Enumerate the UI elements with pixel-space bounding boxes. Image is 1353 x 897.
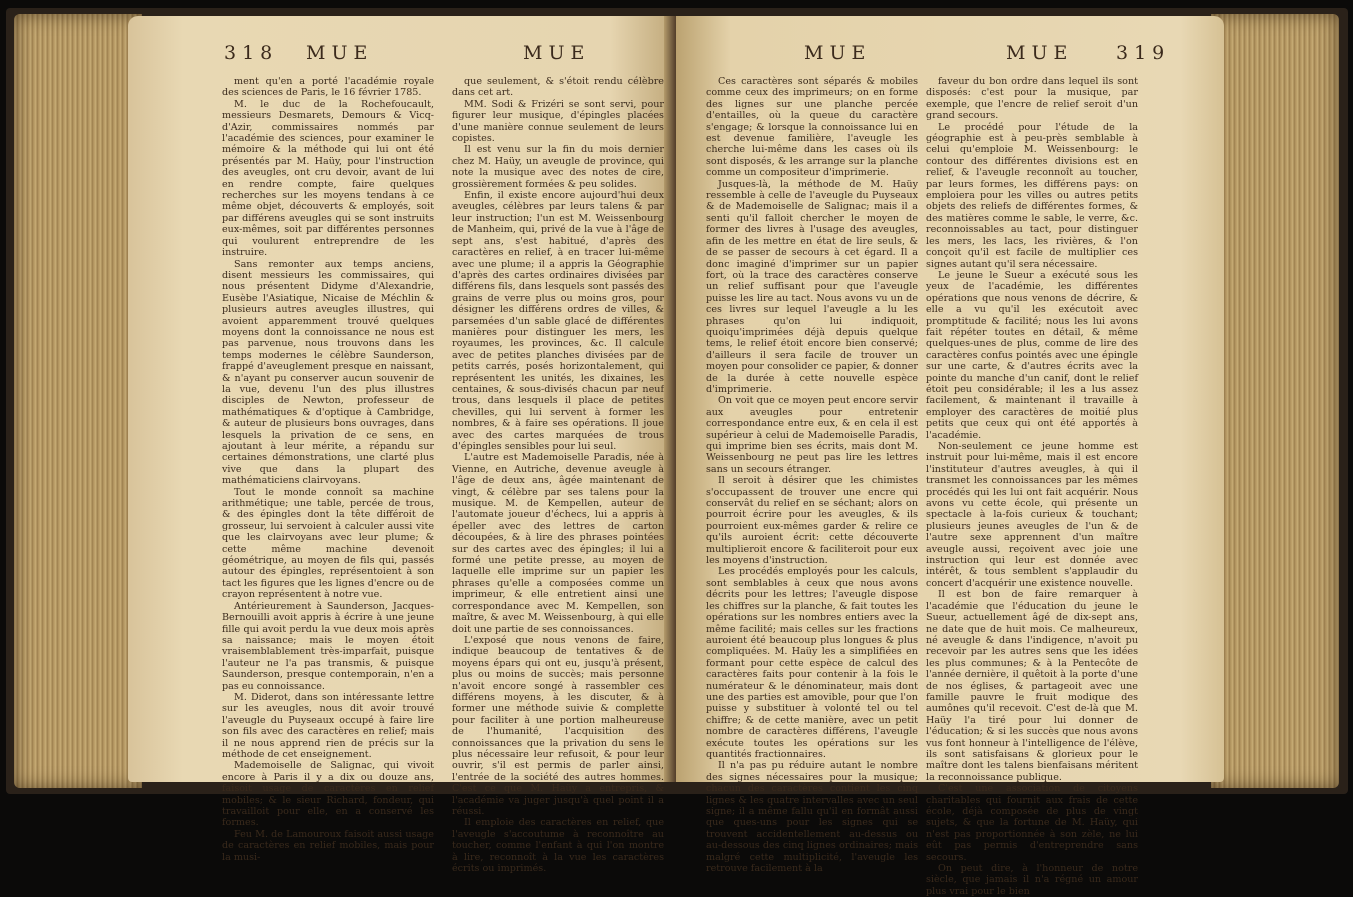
paragraph: faveur du bon ordre dans lequel ils sont disposés: c'est pour la musique, par exemple, que l'encre de relief seroit d'un grand secours. (926, 76, 1138, 122)
paragraph: Antérieurement à Saunderson, Jacques-Bernouilli avoit appris à écrire à une jeune fille qui avoit perdu la vue deux mois après sa naissance; mais le moyen étoit vraisemblablement très-imparfait, puisque l'auteur ne l'a pas transmis, & puisque Saunderson, presque contemporain, n'en a pas eu connoissance. (222, 600, 434, 692)
paragraph: Il seroit à désirer que les chimistes s'occupassent de trouver une encre qui conservât du relief en se séchant; alors on pourroit écrire pour les aveugles, & ils pourroient eux-mêmes garder & relire ce qu'ils auroient écrit: cette découverte multiplieroit encore & faciliteroit pour eux les moyens d'instruction. (706, 475, 918, 567)
left-column-1 (222, 76, 434, 863)
paragraph: L'exposé que nous venons de faire, indique beaucoup de tentatives & de moyens épars qui ont eu, jusqu'à présent, plus ou moins de succès; mais personne n'avoit encore songé à rassembler ces différens moyens, à les discuter, & à former une méthode suivie & complette pour faciliter à une portion malheureuse de l'humanité, l'acquisition des connoissances que la privation du sens le plus nécessaire leur refusoit, & pour leur ouvrir, s'il est permis de parler ainsi, l'entrée de la société des autres hommes. C'est ce que M. Haüy a entrepris, & l'académie va juger jusqu'à quel point il a réussi. (452, 634, 664, 817)
right-header-word-2: MUE (1006, 42, 1074, 64)
paragraph: Il est bon de faire remarquer à l'académie que l'éducation du jeune le Sueur, actuellement âgé de dix-sept ans, ne date que de huit mois. Ce malheureux, né aveugle & dans l'indigence, n'avoit pu recevoir par les autres sens que les idées les plus communes; & à la Pentecôte de l'année dernière, il quêtoit à la porte d'une de nos églises, & partageoit avec une famille pauvre le fruit modique des aumônes qu'il recevoit. C'est de-là que M. Haüy l'a tiré pour lui donner de l'éducation; & si les succès que nous avons vus font honneur à l'intelligence de l'élève, ils sont satisfaisans & glorieux pour le maître dont les talens bienfaisans méritent la reconnoissance publique. (926, 589, 1138, 783)
paragraph: MM. Sodi & Frizéri se sont servi, pour figurer leur musique, d'épingles placées d'une manière connue seulement de leurs copistes. (452, 98, 664, 145)
paragraph: On peut dire, à l'honneur de notre siècle, que jamais il n'a régné un amour plus vrai pour le bien (926, 863, 1138, 897)
left-page-number: 318 (224, 42, 279, 64)
paragraph: Il n'a pas pu réduire autant le nombre des signes nécessaires pour la musique; chacun des caractères contient les cinq lignes & les quatre intervalles avec un seul signe; il a même fallu qu'il en formât aussi que ques-uns pour les signes qui se trouvent accidentellement au-dessus ou au-dessous des cinq lignes ordinaires; mais malgré cette multiplicité, l'aveugle les retrouve facilement à la (706, 760, 918, 875)
right-column-2 (926, 76, 1138, 897)
paragraph: Non-seulement ce jeune homme est instruit pour lui-même, mais il est encore l'instituteur d'autres aveugles, à qui il transmet les connoissances par les mêmes procédés qui les lui ont fait acquérir. Nous avons vu cette école, qui présente un spectacle à la-fois curieux & touchant; plusieurs jeunes aveugles de l'un & de l'autre sexe apprennent d'un maître aveugle aussi, reçoivent avec joie une instruction qui leur est donnée avec intérêt, & tous semblent s'applaudir du concert d'acquérir une existence nouvelle. (926, 441, 1138, 589)
left-page-edges (14, 14, 142, 788)
left-running-head (128, 42, 676, 66)
paragraph: On voit que ce moyen peut encore servir aux aveugles pour entretenir correspondance entre eux, & en cela il est supérieur à celui de Mademoiselle Paradis, qui imprime bien ses écrits, mais dont M. Weissenbourg ne peut pas lire les lettres sans un secours étranger. (706, 395, 918, 475)
paragraph: L'autre est Mademoiselle Paradis, née à Vienne, en Autriche, devenue aveugle à l'âge de deux ans, âgée maintenant de vingt, & célèbre par ses talens pour la musique. M. de Kempellen, auteur de l'automate joueur d'échecs, lui a appris à épeller avec des lettres de carton découpées, & à lire des phrases pointées sur des cartes avec des épingles; il lui a formé une petite presse, au moyen de laquelle elle imprime sur un papier les phrases qu'elle a composées comme un imprimeur, & elle entretient ainsi une correspondance avec M. Kempellen, son maître, & avec M. Weissenbourg, à qui elle doit une partie de ses connoissances. (452, 452, 664, 635)
left-page (128, 16, 676, 875)
paragraph: Les procédés employés pour les calculs, sont semblables à ceux que nous avons décrits pour les lettres; l'aveugle dispose les chiffres sur la planche, & fait toutes les opérations sur les nombres entiers avec la même facilité; mais celles sur les fractions auroient été beaucoup plus longues & plus compliquées. M. Haüy les a simplifiées en formant pour cette espèce de calcul des caractères faits pour contenir à la fois le numérateur & le dénominateur, mais dont une des parties est amovible, pour que l'on puisse y substituer à volonté tel ou tel chiffre; & de cette manière, avec un petit nombre de caractères différens, l'aveugle exécute toutes les opérations sur les quantités fractionnaires. (706, 566, 918, 760)
paragraph: C'est une association de citoyens charitables qui fournit aux frais de cette école, déjà composée de plus de vingt sujets, & que la fortune de M. Haüy, qui n'est pas proportionnée à son zèle, ne lui eût pas permis d'entreprendre sans secours. (926, 783, 1138, 863)
paragraph: M. le duc de la Rochefoucault, messieurs Desmarets, Demours & Vicq-d'Azir, commissaires nommés par l'académie des sciences, pour examiner le mémoire & la méthode qui lui ont été présentés par M. Haüy, pour l'instruction des aveugles, ont cru devoir, avant de lui en rendre compte, faire quelques recherches sur les moyens tendans à ce même objet, découverts & employés, soit par différens aveugles qui se sont instruits eux-mêmes, soit par différentes personnes qui voulurent entreprendre de les instruire. (222, 98, 434, 259)
right-page-number: 319 (1116, 42, 1171, 64)
right-page (676, 16, 1224, 897)
paragraph: Jusques-là, la méthode de M. Haüy ressemble à celle de l'aveugle du Puyseaux & de Mademoiselle de Salignac; mais il a senti qu'il falloit chercher le moyen de former des livres à l'usage des aveugles, afin de les mettre en état de lire seuls, & de se passer de secours à cet égard. Il a donc imaginé d'imprimer sur un papier fort, où la trace des caractères conserve un relief suffisant pour que l'aveugle puisse les lire au tact. Nous avons vu un de ces livres sur lequel l'aveugle a lu les phrases qu'on lui indiquoit, quoiqu'imprimées déjà depuis quelque tems, le relief étoit encore bien conservé; d'ailleurs il sera facile de trouver un moyen pour consolider ce papier, & donner de la durée à cette nouvelle espèce d'imprimerie. (706, 178, 918, 395)
paragraph: que seulement, & s'étoit rendu célèbre dans cet art. (452, 76, 664, 99)
paragraph: Le jeune le Sueur a exécuté sous les yeux de l'académie, les différentes opérations que nous venons de décrire, & elle a vu qu'il les exécutoit avec promptitude & facilité; nous les lui avons fait répéter toutes en détail, & même quelques-unes de plus, comme de lire des caractères confus pointés avec une épingle sur une carte, & d'autres écrits avec la pointe du manche d'un canif, dont le relief étoit peu considérable; il les a lus assez facilement, & maintenant il travaille à employer des caractères de moitié plus petits que ceux qui ont été apportés à l'académie. (926, 269, 1138, 441)
right-column-1 (706, 76, 918, 875)
left-header-word-1: MUE (306, 42, 374, 64)
paragraph: Mademoiselle de Salignac, qui vivoit encore à Paris il y a dix ou douze ans, faisoit usage de caractères en relief mobiles; & le sieur Richard, fondeur, qui travailloit pour elle, en a conservé les formes. (222, 760, 434, 829)
paragraph: ment qu'en a porté l'académie royale des sciences de Paris, le 16 février 1785. (222, 76, 434, 99)
right-page-edges (1211, 14, 1339, 788)
paragraph: Enfin, il existe encore aujourd'hui deux aveugles, célèbres par leurs talens & par leur instruction; l'un est M. Weissenbourg de Manheim, qui, privé de la vue à l'âge de sept ans, s'est habitué, d'après des caractères en relief, à en tracer lui-même avec une plume; il a appris la Géographie d'après des cartes ordinaires divisées par différens fils, dans lesquels sont passés des grains de verre plus ou moins gros, pour désigner les différens ordres de villes, & parsemées d'un sable glacé de différentes manières pour distinguer les mers, les royaumes, les provinces, &c. Il calcule avec de petites planches divisées par de petits carrés, posés horizontalement, qui représentent les unités, les dixaines, les centaines, & sous-divisés chacun par neuf trous, dans lesquels il place de petites chevilles, qui lui servent à former les nombres, & à faire ses opérations. Il joue avec des cartes marquées de trous d'épingles sensibles pour lui seul. (452, 190, 664, 452)
paragraph: Il emploie des caractères en relief, que l'aveugle s'accoutume à reconnoître au toucher, comme l'enfant à qui l'on montre à lire, reconnoît à la vue les caractères écrits ou imprimés. (452, 817, 664, 875)
right-running-head (676, 42, 1224, 66)
paragraph: M. Diderot, dans son intéressante lettre sur les aveugles, nous dit avoir trouvé l'aveugle du Puyseaux occupé à faire lire son fils avec des caractères en relief; mais il ne nous apprend rien de précis sur la méthode de cet enseignement. (222, 691, 434, 760)
paragraph: Ces caractères sont séparés & mobiles comme ceux des imprimeurs; on en forme des lignes sur une planche percée d'entailles, où la queue du caractère s'engage; & lorsque la connoissance lui en est devenue familière, l'aveugle les cherche lui-même dans les cases où ils sont disposés, & les arrange sur la planche comme un compositeur d'imprimerie. (706, 76, 918, 179)
paragraph: Feu M. de Lamouroux faisoit aussi usage de caractères en relief mobiles, mais pour la musi- (222, 828, 434, 863)
right-header-word-1: MUE (804, 42, 872, 64)
paragraph: Il est venu sur la fin du mois dernier chez M. Haüy, un aveugle de province, qui note la musique avec des notes de cire, grossièrement formées & peu solides. (452, 144, 664, 190)
paragraph: Le procédé pour l'étude de la géographie est à peu-près semblable à celui qu'emploie M. Weissenbourg: le contour des différentes divisions est en relief, & l'aveugle reconnoît au toucher, par leurs formes, les différens pays: on emploiera pour les villes ou autres petits objets des reliefs de différentes formes, & des matières comme le sable, le verre, &c. reconnoissables au tact, pour distinguer les mers, les lacs, les rivières, & l'on conçoit qu'il est facile de multiplier ces signes autant qu'il sera nécessaire. (926, 121, 1138, 270)
left-header-word-2: MUE (523, 42, 591, 64)
paragraph: Tout le monde connoît sa machine arithmétique; une table, percée de trous, & des épingles dont la tête différoit de grosseur, lui servoient à calculer aussi vite que les clairvoyans avec leur plume; & cette même machine devenoit géométrique, au moyen de fils qui, passés autour des épingles, représentoient à son tact les figures que les lignes d'encre ou de crayon représentent à notre vue. (222, 486, 434, 601)
left-column-2 (452, 76, 664, 875)
paragraph: Sans remonter aux temps anciens, disent messieurs les commissaires, qui nous présentent Didyme d'Alexandrie, Eusèbe l'Asiatique, Nicaise de Méchlin & plusieurs autres aveugles illustres, qui avoient apparemment trouvé quelques moyens dont la connoissance ne nous est pas parvenue, nous trouvons dans les temps modernes le célèbre Saunderson, frappé d'aveuglement presque en naissant, & n'ayant pu conserver aucun souvenir de la vue, devenu l'un des plus illustres disciples de Newton, professeur de mathématiques & d'optique à Cambridge, & auteur de plusieurs bons ouvrages, dans lesquels la privation de ce sens, en ajoutant à leur mérite, a répandu sur certaines démonstrations, une clarté plus vive que dans la plupart des mathématiciens clairvoyans. (222, 258, 434, 487)
